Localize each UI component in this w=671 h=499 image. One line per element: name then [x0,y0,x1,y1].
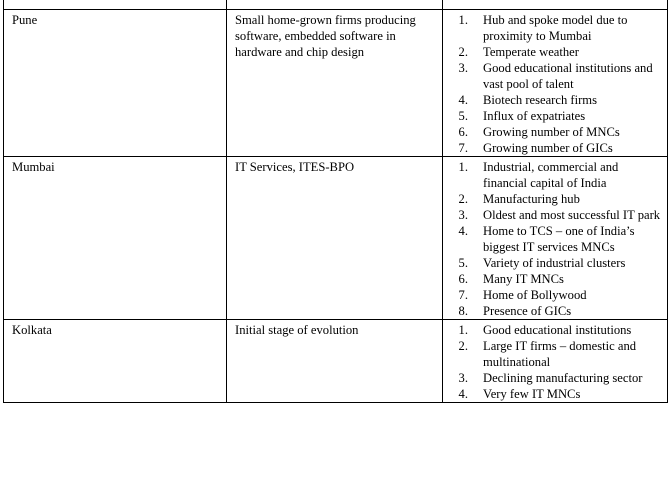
industry-cell: Small home-grown firms producing software, embedded software in hardware and chip design [227,10,443,157]
table-cell [4,0,227,10]
list-item: 6. Growing number of MNCs [458,125,620,139]
table-row-top-partial [4,0,668,10]
list-item: 1. Good educational institutions [458,323,632,337]
list-item: 7. Growing number of GICs [458,141,613,155]
list-item: 3. Good educational institutions and vast pool of talent [458,61,653,91]
list-item: 3. Oldest and most successful IT park [458,208,661,222]
list-item: 4. Very few IT MNCs [458,387,581,401]
list-item: 4. Home to TCS – one of India’s biggest IT services MNCs [458,224,635,254]
city-table [3,0,668,403]
list-item: 7. Home of Bollywood [458,288,587,302]
table-cell [443,0,668,10]
list-item: 1. Hub and spoke model due to proximity to Mumbai [458,13,628,43]
city-cell: Pune [4,10,227,157]
city-cell: Mumbai [4,157,227,320]
list-item: 8. Presence of GICs [458,304,572,318]
list-item: 4. Biotech research firms [458,93,597,107]
list-item: 5. Variety of industrial clusters [458,256,626,270]
factors-cell [443,10,668,157]
industry-cell: Initial stage of evolution [227,320,443,403]
table-cell [227,0,443,10]
list-item: 5. Influx of expatriates [458,109,586,123]
factors-cell [443,320,668,403]
table-row [4,10,668,157]
industry-cell: IT Services, ITES-BPO [227,157,443,320]
list-item: 1. Industrial, commercial and financial capital of India [458,160,619,190]
list-item: 3. Declining manufacturing sector [458,371,643,385]
city-cell: Kolkata [4,320,227,403]
factors-list [443,159,663,319]
factors-list [443,12,663,156]
factors-list [443,322,663,402]
factors-cell [443,157,668,320]
table-row [4,320,668,403]
list-item: 2. Temperate weather [458,45,579,59]
list-item: 2. Manufacturing hub [458,192,580,206]
list-item: 2. Large IT firms – domestic and multinational [458,339,637,369]
list-item: 6. Many IT MNCs [458,272,564,286]
table-row [4,157,668,320]
